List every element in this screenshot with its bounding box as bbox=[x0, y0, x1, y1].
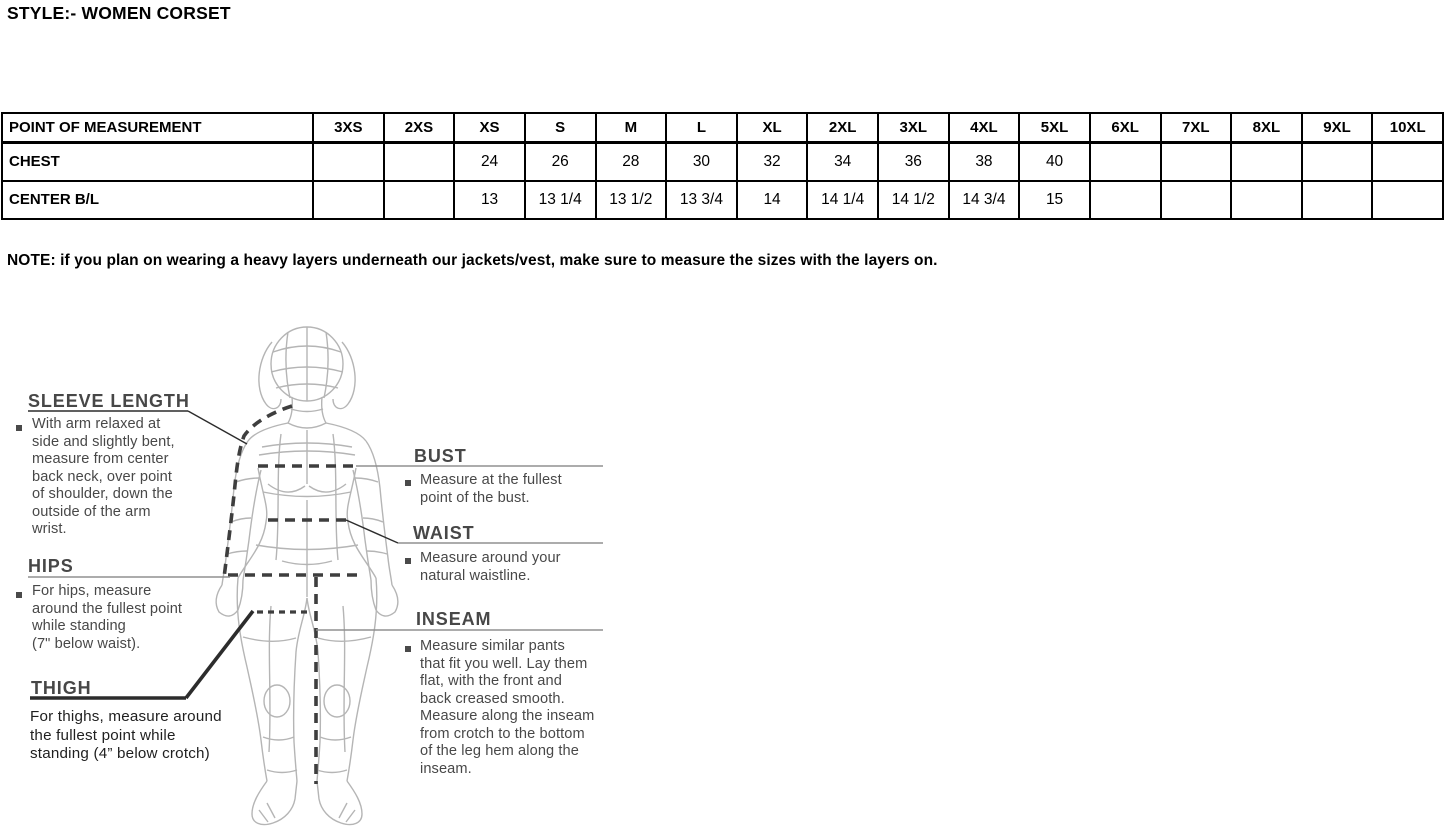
measurement-value-cell: 14 1/4 bbox=[807, 181, 878, 219]
size-header-cell: 8XL bbox=[1231, 113, 1302, 143]
measurement-value-cell bbox=[384, 143, 455, 181]
size-header-cell: 10XL bbox=[1372, 113, 1443, 143]
measurement-value-cell: 13 bbox=[454, 181, 525, 219]
measurement-value-cell bbox=[1231, 181, 1302, 219]
size-header-cell: M bbox=[596, 113, 667, 143]
measurement-value-cell: 14 1/2 bbox=[878, 181, 949, 219]
size-header-cell: 2XS bbox=[384, 113, 455, 143]
measurement-value-cell bbox=[1090, 181, 1161, 219]
size-header-cell: 7XL bbox=[1161, 113, 1232, 143]
waist-description: Measure around your natural waistline. bbox=[420, 550, 561, 584]
measurement-value-cell: 14 bbox=[737, 181, 808, 219]
hips-heading: HIPS bbox=[28, 556, 74, 576]
measurement-value-cell bbox=[1302, 143, 1373, 181]
size-header-cell: 6XL bbox=[1090, 113, 1161, 143]
inseam-heading: INSEAM bbox=[416, 609, 492, 629]
measurement-value-cell: 30 bbox=[666, 143, 737, 181]
size-header-cell: S bbox=[525, 113, 596, 143]
size-header-cell: 2XL bbox=[807, 113, 878, 143]
measurement-value-cell: 13 1/2 bbox=[596, 181, 667, 219]
sleeve-length-heading: SLEEVE LENGTH bbox=[28, 391, 190, 411]
table-row-center-bl bbox=[2, 181, 1443, 219]
waist-pointer-line bbox=[346, 520, 398, 543]
measurement-value-cell bbox=[313, 143, 384, 181]
inseam-description: Measure similar pants that fit you well. Lay them flat, with the front and back creased smooth. Measure along the inseam from crotch to the bottom of the leg hem along the inseam. bbox=[420, 638, 595, 777]
size-header-cell: 3XS bbox=[313, 113, 384, 143]
size-table bbox=[1, 112, 1444, 220]
measurement-value-cell bbox=[313, 181, 384, 219]
measurement-value-cell: 38 bbox=[949, 143, 1020, 181]
hips-description: For hips, measure around the fullest point while standing (7" below waist). bbox=[32, 583, 183, 652]
sleeve-length-description: With arm relaxed at side and slightly bent, measure from center back neck, over point of shoulder, down the outside of the arm wrist. bbox=[32, 416, 175, 537]
sleeve-dashed-line bbox=[224, 406, 292, 578]
measurement-value-cell bbox=[1090, 143, 1161, 181]
measurement-value-cell: 28 bbox=[596, 143, 667, 181]
note-text: NOTE: if you plan on wearing a heavy layers underneath our jackets/vest, make sure to measure the sizes with the layers on. bbox=[7, 252, 938, 269]
measurement-value-cell bbox=[1372, 143, 1443, 181]
bullet-square-icon bbox=[16, 592, 22, 598]
measurement-value-cell bbox=[1302, 181, 1373, 219]
measurement-value-cell: 40 bbox=[1019, 143, 1090, 181]
thigh-pointer-line bbox=[186, 611, 253, 698]
measurement-value-cell: 13 3/4 bbox=[666, 181, 737, 219]
table-row-chest bbox=[2, 143, 1443, 181]
measurement-value-cell: 26 bbox=[525, 143, 596, 181]
sleeve-pointer-line bbox=[188, 411, 247, 444]
waist-heading: WAIST bbox=[413, 523, 475, 543]
row-label: CHEST bbox=[2, 143, 313, 181]
measurement-value-cell: 34 bbox=[807, 143, 878, 181]
bullet-square-icon bbox=[405, 646, 411, 652]
size-header-cell: 5XL bbox=[1019, 113, 1090, 143]
size-header-cell: L bbox=[666, 113, 737, 143]
bullet-square-icon bbox=[405, 480, 411, 486]
thigh-description: For thighs, measure around the fullest point while standing (4” below crotch) bbox=[30, 708, 222, 763]
measurement-value-cell bbox=[1231, 143, 1302, 181]
size-header-cell: 3XL bbox=[878, 113, 949, 143]
measurement-value-cell: 15 bbox=[1019, 181, 1090, 219]
size-header-cell: 4XL bbox=[949, 113, 1020, 143]
measurement-value-cell: 24 bbox=[454, 143, 525, 181]
header-point-of-measurement: POINT OF MEASUREMENT bbox=[2, 113, 313, 143]
measurement-value-cell: 32 bbox=[737, 143, 808, 181]
row-label: CENTER B/L bbox=[2, 181, 313, 219]
measurement-value-cell bbox=[1161, 181, 1232, 219]
bullet-square-icon bbox=[16, 425, 22, 431]
measurement-value-cell bbox=[1372, 181, 1443, 219]
size-header-cell: XS bbox=[454, 113, 525, 143]
measurement-value-cell: 36 bbox=[878, 143, 949, 181]
size-header-cell: 9XL bbox=[1302, 113, 1373, 143]
table-header-row bbox=[2, 113, 1443, 143]
measurement-dashed-lines bbox=[224, 406, 363, 784]
measurement-value-cell bbox=[384, 181, 455, 219]
mannequin-outline bbox=[216, 327, 398, 825]
page-title: STYLE:- WOMEN CORSET bbox=[7, 3, 231, 23]
thigh-heading: THIGH bbox=[31, 678, 92, 698]
measurement-value-cell bbox=[1161, 143, 1232, 181]
measurement-value-cell: 14 3/4 bbox=[949, 181, 1020, 219]
measurement-value-cell: 13 1/4 bbox=[525, 181, 596, 219]
bullet-square-icon bbox=[405, 558, 411, 564]
bust-heading: BUST bbox=[414, 446, 467, 466]
size-header-cell: XL bbox=[737, 113, 808, 143]
bust-description: Measure at the fullest point of the bust. bbox=[420, 472, 562, 506]
